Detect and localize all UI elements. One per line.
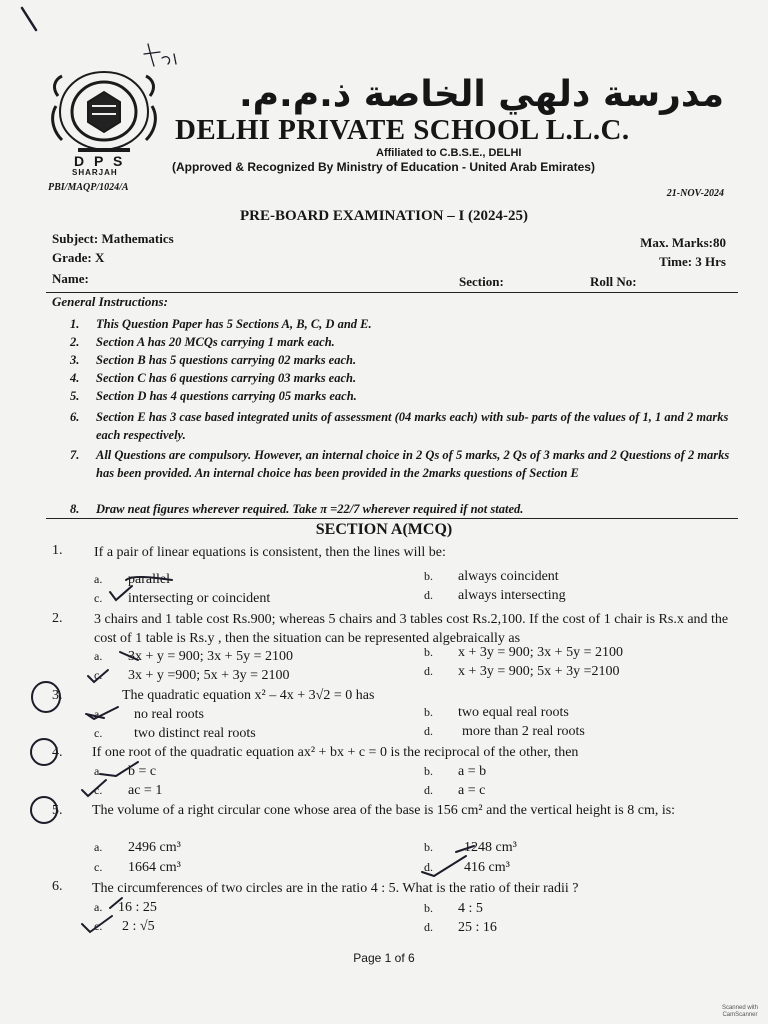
- instruction-number: 3.: [70, 353, 80, 367]
- instruction-text: Section C has 6 questions carrying 03 marks each.: [96, 371, 357, 385]
- instruction-number: 1.: [70, 317, 80, 331]
- school-name-arabic: مدرسة دلهي الخاصة ذ.م.م.: [238, 74, 724, 115]
- option-a: a. 2496 cm³: [94, 840, 181, 855]
- divider: [46, 292, 738, 293]
- roll-no-field: Roll No:: [590, 274, 637, 289]
- instruction-number: 2.: [70, 335, 80, 349]
- question-number: 3.: [52, 688, 63, 703]
- instruction-number: 4.: [70, 371, 80, 385]
- scanner-line1: Scanned with: [721, 1005, 758, 1011]
- option-b: b. a = b: [424, 764, 487, 779]
- section-field: Section:: [459, 274, 504, 289]
- option-c: c. 2 : √5: [94, 919, 155, 934]
- approval-line: (Approved & Recognized By Ministry of Education - United Arab Emirates): [172, 160, 595, 174]
- school-name: DELHI PRIVATE SCHOOL L.L.C.: [175, 114, 630, 146]
- question-text: The volume of a right circular cone whose area of the base is 156 cm² and the vertical height is 8 cm, is:: [92, 803, 676, 818]
- time-allowed: Time: 3 Hrs: [659, 254, 726, 269]
- school-logo-icon: [48, 66, 160, 158]
- page-number: Page 1 of 6: [353, 951, 415, 965]
- option-c: c. two distinct real roots: [94, 726, 256, 741]
- option-b: b. two equal real roots: [424, 705, 569, 720]
- option-c: c. intersecting or coincident: [94, 591, 271, 606]
- instructions-heading: General Instructions:: [52, 294, 168, 309]
- question-number: 1.: [52, 543, 63, 558]
- instruction-text: Draw neat figures wherever required. Take π =22/7 wherever required if not stated.: [96, 502, 524, 516]
- instruction-item: [70, 387, 730, 405]
- option-b: b. x + 3y = 900; 3x + 5y = 2100: [424, 645, 623, 660]
- option-d: d. 25 : 16: [424, 920, 497, 935]
- option-d: d. x + 3y = 900; 5x + 3y =2100: [424, 664, 620, 679]
- option-c: c. 1664 cm³: [94, 860, 181, 875]
- instruction-number: 7.: [70, 448, 80, 462]
- option-c: c. 3x + y =900; 5x + 3y = 2100: [94, 668, 290, 683]
- divider: [46, 518, 738, 519]
- question-text: 3 chairs and 1 table cost Rs.900; whereas 5 chairs and 3 tables cost Rs.2,100. If the cost of 1 chair is Rs.x and the cost of 1 table is Rs.y , then the situation can be represented algebraically as: [94, 612, 729, 646]
- option-a: a. no real roots: [94, 707, 204, 722]
- instruction-item: [70, 333, 730, 351]
- question-text: The circumferences of two circles are in the ratio 4 : 5. What is the ratio of their radii ?: [92, 881, 579, 896]
- instruction-text: Section B has 5 questions carrying 02 marks each.: [96, 353, 357, 367]
- option-b: b. 1248 cm³: [424, 840, 517, 855]
- option-d: d. a = c: [424, 783, 486, 798]
- logo-text: D P S: [74, 153, 126, 169]
- question-text: If one root of the quadratic equation ax² + bx + c = 0 is the reciprocal of the other, then: [92, 745, 579, 760]
- option-b: b. 4 : 5: [424, 901, 483, 916]
- question-text: If a pair of linear equations is consistent, then the lines will be:: [94, 545, 446, 560]
- max-marks: Max. Marks:80: [640, 235, 726, 250]
- instruction-number: 8.: [70, 502, 80, 516]
- option-b: b. always coincident: [424, 569, 559, 584]
- scanner-watermark: [722, 1005, 758, 1019]
- instruction-item: [70, 408, 730, 444]
- option-d: d. always intersecting: [424, 588, 566, 603]
- question-text: The quadratic equation x² – 4x + 3√2 = 0 has: [122, 688, 375, 703]
- instruction-text: Section A has 20 MCQs carrying 1 mark each.: [96, 335, 335, 349]
- instruction-item: [70, 446, 730, 482]
- instruction-text: Section D has 4 questions carrying 05 marks each.: [96, 389, 357, 403]
- option-a: a. parallel: [94, 572, 170, 587]
- instruction-text: Section E has 3 case based integrated units of assessment (04 marks each) with sub- parts of the values of 1, 1 and 2 marks each respectively.: [96, 410, 729, 442]
- instruction-item: [70, 315, 730, 333]
- option-d: d. more than 2 real roots: [424, 724, 585, 739]
- instruction-number: 6.: [70, 410, 80, 424]
- instruction-item: [70, 369, 730, 387]
- affiliation: Affiliated to C.B.S.E., DELHI: [376, 147, 522, 159]
- option-a: a. 16 : 25: [94, 900, 157, 915]
- question-number: 2.: [52, 611, 63, 626]
- question-number: 4.: [52, 745, 63, 760]
- option-a: a. b = c: [94, 764, 157, 779]
- subject: Subject: Mathematics: [52, 231, 174, 246]
- logo-city: SHARJAH: [72, 168, 118, 177]
- grade: Grade: X: [52, 250, 105, 265]
- instruction-text: This Question Paper has 5 Sections A, B, C, D and E.: [96, 317, 372, 331]
- option-d: d. 416 cm³: [424, 860, 510, 875]
- section-title: SECTION A(MCQ): [315, 521, 453, 538]
- exam-date: 21-NOV-2024: [666, 188, 724, 199]
- instruction-item: [70, 500, 730, 518]
- question-number: 5.: [52, 803, 63, 818]
- instruction-text: All Questions are compulsory. However, an internal choice in 2 Qs of 5 marks, 2 Qs of 3 marks and 2 Questions of 2 marks has been provided. An internal choice has been provided in the 2marks questions of Section E: [96, 448, 730, 480]
- option-c: c. ac = 1: [94, 783, 163, 798]
- option-a: a. 3x + y = 900; 3x + 5y = 2100: [94, 649, 293, 664]
- scanner-line2: CamScanner: [722, 1012, 758, 1018]
- paper-code: PBI/MAQP/1024/A: [48, 182, 129, 193]
- question-number: 6.: [52, 879, 63, 894]
- instruction-item: [70, 351, 730, 369]
- name-field: Name:: [52, 271, 89, 286]
- exam-title: PRE-BOARD EXAMINATION – I (2024-25): [239, 208, 529, 224]
- instruction-number: 5.: [70, 389, 80, 403]
